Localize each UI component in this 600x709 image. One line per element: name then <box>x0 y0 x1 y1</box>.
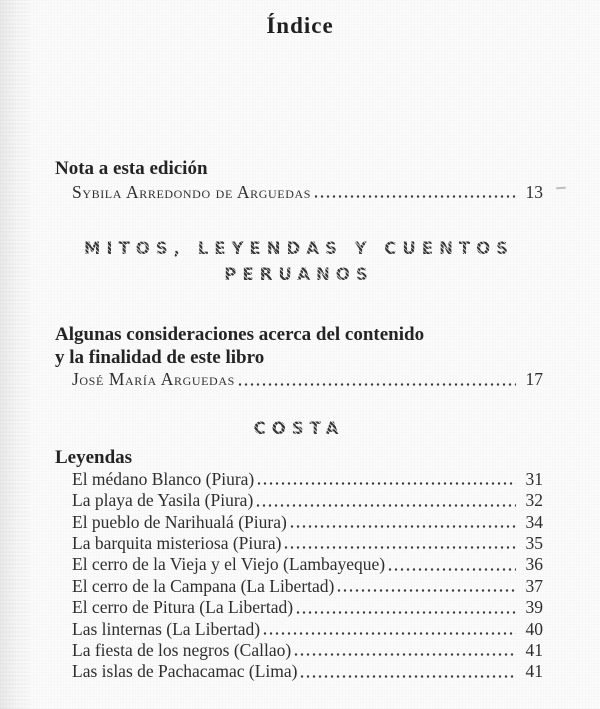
toc-entry-page: 31 <box>525 468 543 489</box>
dot-leader <box>283 546 516 549</box>
toc-entry-title: La barquita misteriosa (Piura) <box>72 532 282 553</box>
toc-entry <box>55 182 543 203</box>
toc-entry-page: 41 <box>525 639 543 660</box>
toc-entry-page: 34 <box>525 511 543 532</box>
toc-entry <box>55 533 543 554</box>
toc-entry <box>55 512 543 533</box>
dot-leader <box>255 504 516 507</box>
dot-leader <box>293 653 516 656</box>
toc-entry-page: 17 <box>525 369 543 390</box>
costa-part-heading: COSTA <box>55 418 543 440</box>
consideraciones-heading-line1: Algunas consideraciones acerca del contenido <box>55 324 425 346</box>
toc-entry-title: Las linternas (La Libertad) <box>72 618 261 639</box>
toc-content <box>0 157 600 683</box>
page-title: Índice <box>266 13 334 38</box>
toc-entry <box>55 640 543 661</box>
toc-entry-title: El cerro de la Vieja y el Viejo (Lambayeque) <box>72 554 386 575</box>
consideraciones-heading-line2: y la finalidad de este libro <box>55 347 265 369</box>
dot-leader <box>295 611 516 614</box>
ornamental-heading-line2: PERUANOS <box>55 262 543 288</box>
toc-entry <box>55 490 543 511</box>
dot-leader <box>237 383 516 386</box>
toc-entry-title: El cerro de la Campana (La Libertad) <box>72 575 335 596</box>
dot-leader <box>313 195 516 198</box>
toc-entry-page: 35 <box>525 532 543 553</box>
dot-leader <box>299 675 516 678</box>
toc-entry <box>55 369 543 390</box>
ornamental-heading-line1: MITOS, LEYENDAS Y CUENTOS <box>55 236 543 262</box>
dot-leader <box>289 525 516 528</box>
toc-entry-page: 39 <box>525 597 543 618</box>
dot-leader <box>387 568 516 571</box>
toc-entry <box>55 661 543 682</box>
toc-entry-title: El pueblo de Narihualá (Piura) <box>72 511 287 532</box>
toc-entry-title: El médano Blanco (Piura) <box>72 468 255 489</box>
dot-leader <box>256 482 516 485</box>
toc-entry-page: 32 <box>525 490 543 511</box>
toc-entry <box>55 554 543 575</box>
book-title-ornamental <box>55 236 543 288</box>
toc-entry-title: La fiesta de los negros (Callao) <box>72 639 292 660</box>
leyendas-group-heading: Leyendas <box>55 446 133 468</box>
toc-entry-title: La playa de Yasila (Piura) <box>72 490 254 511</box>
consideraciones-heading <box>55 323 543 369</box>
toc-entry <box>55 597 543 618</box>
toc-entry-page: 40 <box>525 618 543 639</box>
toc-entry-list <box>55 469 543 683</box>
toc-entry-page: 13 <box>525 182 543 202</box>
dot-leader <box>336 589 516 592</box>
toc-entry <box>55 619 543 640</box>
toc-entry-author: José María Arguedas <box>72 369 235 390</box>
toc-entry <box>55 469 543 490</box>
toc-entry-title: Las islas de Pachacamac (Lima) <box>72 661 298 682</box>
toc-entry-page: 41 <box>525 661 543 682</box>
dot-leader <box>262 632 516 635</box>
nota-section-heading: Nota a esta edición <box>55 158 208 179</box>
toc-entry-title: El cerro de Pitura (La Libertad) <box>72 597 294 618</box>
toc-entry-page: 37 <box>525 575 543 596</box>
toc-entry-page: 36 <box>525 554 543 575</box>
toc-entry-author: Sybila Arredondo de Arguedas <box>72 182 312 202</box>
toc-entry <box>55 576 543 597</box>
